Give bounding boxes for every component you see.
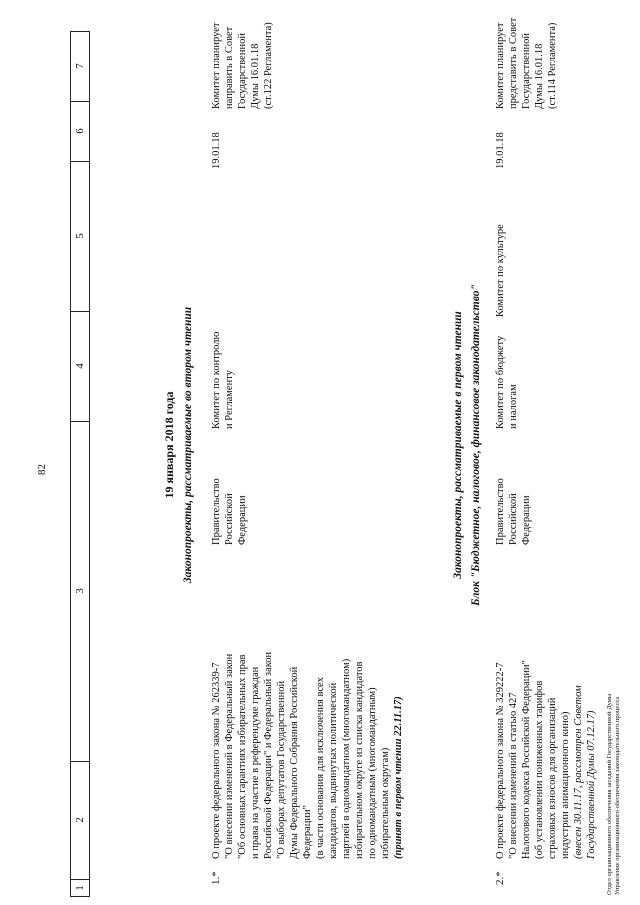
row-2-remark: Комитет планирует представить в Совет Государственной Думы 16.01.18 (ст.114 Регламента) <box>495 17 558 109</box>
block-heading: Блок "Бюджетное, налоговое, финансовое законодательство" <box>470 284 482 606</box>
row-2-committee: Комитет по бюджету и налогам <box>495 335 519 429</box>
column-header-1: 1 <box>74 885 86 891</box>
row-1-date: 19.01.18 <box>211 132 222 169</box>
footer: Отдел организационного обеспечения заседаний Государственной Думы Управление организационного обеспечения законодательного процесса <box>606 693 621 895</box>
section-heading-second-reading: Законопроекты, рассматриваемые во втором чтении <box>182 306 194 584</box>
row-1-number: 1.* <box>210 871 222 885</box>
column-header-7: 7 <box>71 31 89 102</box>
row-1-committee: Комитет по контролю и Регламенту <box>211 331 235 429</box>
column-header-row <box>70 31 90 897</box>
row-2-initiator: Правительство Российской Федерации <box>495 478 532 545</box>
row-2-co-executor: Комитет по культуре <box>495 224 506 317</box>
row-2-title: О проекте федерального закона № 329222-7 "О внесении изменений в статью 427 Налогового кодекса Российской Федерации" (об установлении пониженных тарифов страховых взносов для организаций индустрии анимационного кино) (внесен 30.11.17, рассмотрен Советом Государственной Думы 07.12.17) <box>495 660 597 859</box>
date-heading: 19 января 2018 года <box>162 391 176 499</box>
row-1-remark: Комитет планирует направить в Совет Государственной Думы 16.01.18 (ст.122 Регламента) <box>211 22 274 109</box>
column-header-5: 5 <box>71 161 89 312</box>
row-1-title: О проекте федерального закона № 262339-7 "О внесении изменений в Федеральный закон "Об основных гарантиях избирательных прав и права на участие в референдуме граждан Российской Федерации" и Федеральный закон "О выборах депутатов Государственной Думы Федерального Собрания Российской Федерации" (в части основания для исключения всех кандидатов, выдвинутых политической партией в одномандатном (многомандатном) избирательном округе из списка кандидатов по одномандатным (многомандатным) избирательным округам) (принят в первом чтении 22.11.17) <box>211 651 404 859</box>
page-number: 82 <box>36 464 48 475</box>
column-header-2: 2 <box>71 761 89 880</box>
row-2-number: 2.* <box>494 871 506 885</box>
row-2-date: 19.01.18 <box>495 132 506 169</box>
column-header-3: 3 <box>71 421 89 762</box>
section-heading-first-reading: Законопроекты, рассматриваемые в первом чтении <box>452 311 464 579</box>
row-1-initiator: Правительство Российской Федерации <box>211 478 248 545</box>
column-header-6: 6 <box>71 101 89 162</box>
column-header-4: 4 <box>71 311 89 422</box>
